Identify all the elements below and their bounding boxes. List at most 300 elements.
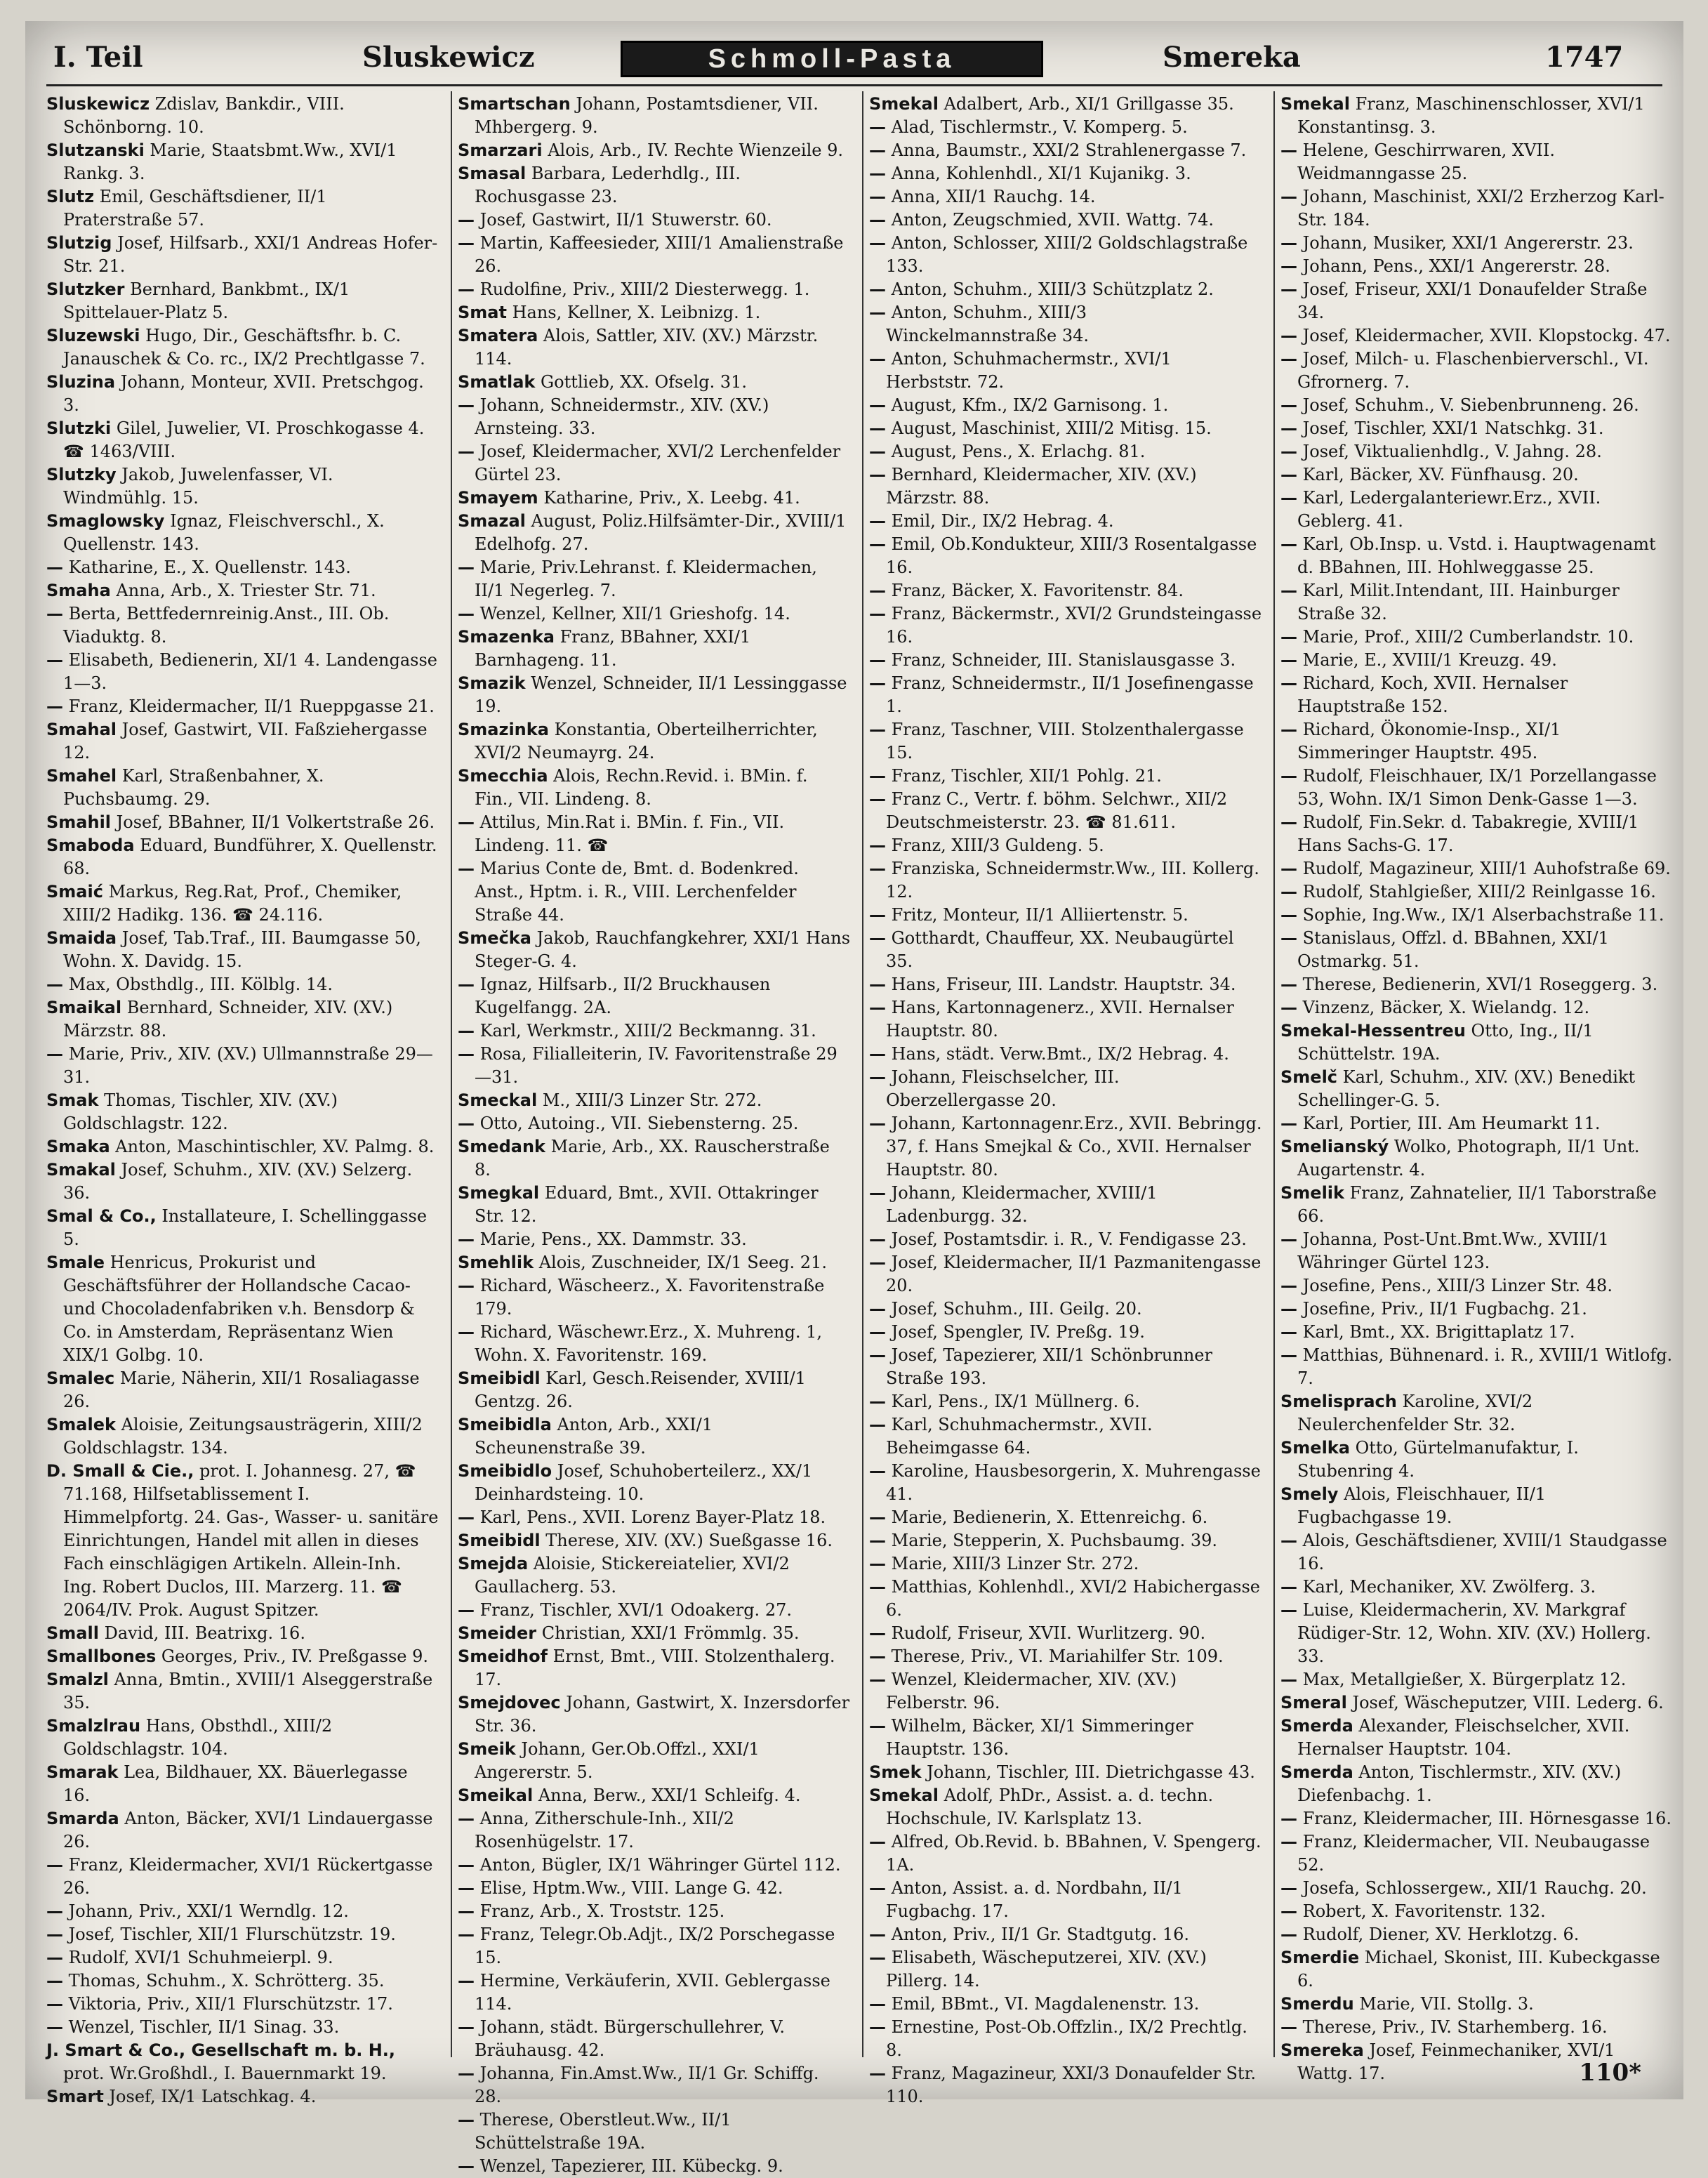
entry-details: Franz, Kleidermacher, III. Hörnesgasse 16. [1297,1809,1672,1828]
entry-details: Elise, Hptm.Ww., VIII. Lange G. 42. [475,1878,783,1898]
entry-surname: Smerdu [1280,1994,1354,2014]
directory-entry [869,463,1262,510]
entry-details: Rudolf, Magazineur, XIII/1 Auhofstraße 69. [1297,859,1671,878]
entry-details: Johann, Musiker, XXI/1 Angererstr. 23. [1297,233,1634,253]
entry-details: Josef, Postamtsdir. i. R., V. Fendigasse 23. [886,1229,1247,1249]
directory-entry [46,1043,439,1089]
column-2 [458,93,851,2176]
entry-details: Elisabeth, Wäscheputzerei, XIV. (XV.) Pillerg. 14. [886,1948,1207,1991]
entry-surname: — [869,395,886,415]
entry-details: Josef, Friseur, XXI/1 Donaufelder Straße 34. [1297,279,1648,322]
entry-surname: D. Small & Cie., [46,1461,194,1481]
entry-surname: — [1280,465,1297,484]
directory-entry [1280,1529,1674,1576]
entry-surname: — [1280,442,1297,461]
entry-details: Hans, Friseur, III. Landstr. Hauptstr. 34. [886,975,1236,994]
entry-details: Franz, Schneidermstr., II/1 Josefinengasse 1. [886,673,1254,716]
entry-surname: — [1280,720,1297,739]
directory-entry [458,857,851,927]
entry-surname: — [1280,534,1297,554]
entry-details: Anna, XII/1 Rauchg. 14. [886,187,1096,206]
entry-details: Josef, Tapezierer, XII/1 Schönbrunner Straße 193. [886,1345,1212,1388]
entry-surname: — [458,1507,475,1527]
directory-entry [869,1877,1262,1923]
directory-entry [869,718,1262,765]
entry-details: Anton, Schuhm., XIII/3 Winckelmannstraße 34. [886,303,1089,345]
entry-details: Josef, Tischler, XXI/1 Natschkg. 31. [1297,418,1604,438]
entry-surname: — [1280,998,1297,1017]
entry-details: Ernst, Bmt., VIII. Stolzenthalerg. 17. [475,1646,835,1689]
entry-surname: Smarak [46,1762,119,1782]
entry-details: Bernhard, Kleidermacher, XIV. (XV.) Märzstr. 88. [886,465,1197,508]
directory-entry [458,1321,851,1367]
directory-entry [869,139,1262,162]
directory-entry [1280,463,1674,487]
entry-surname: — [869,1114,886,1133]
entry-surname: — [1280,1878,1297,1898]
directory-entry [1280,1228,1674,1274]
entry-surname: Smecchia [458,766,548,786]
entry-surname: — [1280,326,1297,345]
directory-entry [46,1923,439,1946]
entry-details: Fritz, Monteur, II/1 Alliiertenstr. 5. [886,905,1189,925]
entry-surname: Smaida [46,928,117,948]
entry-details: Franz, Bäckermstr., XVI/2 Grundsteingasse 16. [886,604,1262,647]
entry-surname: Slutzky [46,465,117,484]
entry-surname: — [1280,766,1297,786]
entry-details: Richard, Wäschewr.Erz., X. Muhreng. 1, Wohn. X. Favoritenstr. 169. [475,1322,822,1365]
directory-entry [1280,348,1674,394]
entry-surname: — [869,1392,886,1411]
entry-surname: Smayem [458,488,538,508]
entry-details: Karoline, Hausbesorgerin, X. Muhrengasse 41. [886,1461,1261,1504]
entry-surname: Smartschan [458,94,571,114]
directory-entry [869,394,1262,417]
directory-entry [1280,811,1674,857]
entry-surname: — [458,2064,475,2083]
entry-surname: Smahil [46,812,112,832]
entry-details: Karl, Mechaniker, XV. Zwölferg. 3. [1297,1577,1596,1597]
directory-entry [1280,1668,1674,1691]
directory-page [25,21,1683,2176]
directory-entry [458,1228,851,1251]
entry-surname: — [1280,1531,1297,1550]
directory-entry [46,1645,439,1668]
entry-surname: — [1280,812,1297,832]
directory-entry [458,927,851,973]
entry-surname: — [869,279,886,299]
entry-details: Marie, Staatsbmt.Ww., XVI/1 Rankg. 3. [63,140,397,183]
directory-entry [869,116,1262,139]
directory-entry [46,1159,439,1205]
directory-entry [46,1622,439,1645]
page-header [25,37,1683,80]
entry-details: Vinzenz, Bäcker, X. Wielandg. 12. [1297,998,1590,1017]
entry-details: Gilel, Juwelier, VI. Proschkogasse 4. ☎ 1463/VIII. [63,418,425,461]
entry-surname: — [869,1299,886,1319]
directory-entry [1280,1715,1674,1761]
entry-surname: — [1280,1345,1297,1365]
entry-surname: — [1280,395,1297,415]
entry-surname: Slutz [46,187,95,206]
entry-details: Anna, Arb., X. Triester Str. 71. [110,581,376,600]
directory-entry [46,417,439,463]
entry-surname: — [458,1044,475,1064]
directory-entry [46,1251,439,1367]
entry-details: Rudolfine, Priv., XIII/2 Diesterwegg. 1. [475,279,810,299]
entry-surname: — [46,1994,63,2014]
directory-entry [46,93,439,139]
entry-surname: Smejdovec [458,1693,561,1712]
directory-entry [458,1622,851,1645]
directory-entry [869,1228,1262,1251]
entry-details: Franz, Schneider, III. Stanislausgasse 3. [886,650,1236,670]
entry-surname: Smekal [869,94,939,114]
directory-entry [1280,1274,1674,1298]
directory-entry [46,463,439,510]
entry-surname: — [869,1067,886,1087]
directory-entry [1280,1066,1674,1112]
entry-details: Wenzel, Tischler, II/1 Sinag. 33. [63,2017,340,2037]
directory-entry [1280,579,1674,626]
entry-surname: Smaglowsky [46,511,165,531]
directory-entry [869,440,1262,463]
directory-entry [46,1668,439,1715]
entry-details: Jakob, Rauchfangkehrer, XXI/1 Hans Steger-G. 4. [475,928,851,971]
entry-surname: — [1280,418,1297,438]
directory-entry [458,1552,851,1599]
directory-entry [458,301,851,324]
entry-details: Franziska, Schneidermstr.Ww., III. Kollerg. 12. [886,859,1259,902]
entry-details: Rudolf, Stahlgießer, XIII/2 Reinlgasse 16. [1297,882,1656,902]
directory-entry [458,324,851,371]
entry-surname: — [1280,1276,1297,1295]
entry-details: David, III. Beatrixg. 16. [98,1623,305,1643]
entry-surname: — [1280,279,1297,299]
entry-surname: — [1280,975,1297,994]
directory-entry [1280,973,1674,996]
directory-entry [1280,1761,1674,1807]
column-divider [862,91,863,2057]
entry-details: Wenzel, Tapezierer, III. Kübeckg. 9. [475,2156,783,2176]
entry-surname: Smerda [1280,1762,1353,1782]
entry-surname: — [1280,1925,1297,1944]
entry-surname: Smelka [1280,1438,1350,1458]
directory-entry [869,1298,1262,1321]
entry-surname: — [458,1276,475,1295]
entry-surname: — [1280,1577,1297,1597]
entry-details: Marie, Pens., XX. Dammstr. 33. [475,1229,747,1249]
entry-details: Rosa, Filialleiterin, IV. Favoritenstraße 29—31. [475,1044,838,1087]
entry-surname: — [458,279,475,299]
directory-entry [869,301,1262,348]
entry-surname: — [1280,1670,1297,1689]
entry-surname: Smarda [46,1809,119,1828]
entry-surname: — [1280,1832,1297,1852]
directory-entry [46,765,439,811]
entry-surname: Slutzki [46,418,112,438]
entry-details: Matthias, Kohlenhdl., XVI/2 Habichergasse 6. [886,1577,1260,1620]
entry-details: Aloisie, Zeitungsausträgerin, XIII/2 Goldschlagstr. 134. [63,1415,423,1458]
directory-entry [46,2016,439,2039]
entry-details: Wolko, Photograph, II/1 Unt. Augartenstr. 4. [1297,1137,1640,1180]
entry-surname: — [1280,928,1297,948]
entry-surname: — [46,1855,63,1875]
directory-entry [458,1969,851,2016]
entry-surname: — [869,766,886,786]
entry-surname: — [458,1925,475,1944]
entry-details: Robert, X. Favoritenstr. 132. [1297,1901,1546,1921]
entry-details: Henricus, Prokurist und Geschäftsführer der Hollandsche Cacao- und Chocoladenfabriken v.h. Bensdorp & Co. in Amsterdam, Repräsentanz Wien XIX/1 Golbg. 10. [63,1253,415,1365]
entry-details: Katharine, E., X. Quellenstr. 143. [63,557,351,577]
entry-details: Josef, IX/1 Latschkag. 4. [103,2087,317,2106]
entry-details: Marie, XIII/3 Linzer Str. 272. [886,1554,1139,1573]
directory-entry [458,2062,851,2108]
directory-entry [1280,1923,1674,1946]
directory-entry [869,1645,1262,1668]
entry-details: Richard, Ökonomie-Insp., XI/1 Simmeringer Hauptstr. 495. [1297,720,1561,763]
directory-entry [869,1552,1262,1576]
entry-details: Marie, E., XVIII/1 Kreuzg. 49. [1297,650,1557,670]
entry-details: Elisabeth, Bedienerin, XI/1 4. Landengasse 1—3. [63,650,437,693]
directory-entry [46,139,439,185]
entry-details: Jakob, Juwelenfasser, VI. Windmühlg. 15. [63,465,333,508]
entry-details: Thomas, Tischler, XIV. (XV.) Goldschlagstr. 122. [63,1090,338,1133]
directory-entry [458,1251,851,1274]
directory-entry [46,602,439,649]
entry-details: Johann, Gastwirt, X. Inzersdorfer Str. 36. [475,1693,850,1736]
entry-surname: Smeibidl [458,1531,541,1550]
entry-surname: — [869,1878,886,1898]
entry-surname: Smekal [1280,94,1350,114]
entry-surname: — [869,1415,886,1434]
entry-surname: Smeidhof [458,1646,548,1666]
entry-details: Anna, Bmtin., XVIII/1 Alseggerstraße 35. [63,1670,433,1712]
entry-details: Luise, Kleidermacherin, XV. Markgraf Rüdiger-Str. 12, Wohn. XIV. (XV.) Hollerg. 33. [1297,1600,1651,1666]
directory-entry [458,1182,851,1228]
entry-details: Emil, BBmt., VI. Magdalenenstr. 13. [886,1994,1200,2014]
directory-entry [1280,1830,1674,1877]
entry-details: Marie, Prof., XIII/2 Cumberlandstr. 10. [1297,627,1634,647]
entry-details: Hugo, Dir., Geschäftsfhr. b. C. Janauschek & Co. rc., IX/2 Prechtlgasse 7. [63,326,425,369]
entry-details: Anton, Schuhm., XIII/3 Schützplatz 2. [886,279,1214,299]
entry-surname: Smahal [46,720,117,739]
entry-surname: — [1280,1901,1297,1921]
entry-surname: Smale [46,1253,105,1272]
entry-surname: Smečka [458,928,531,948]
entry-details: Anna, Kohlenhdl., XI/1 Kujanikg. 3. [886,164,1191,183]
entry-surname: Smeral [1280,1693,1347,1712]
directory-entry [869,2062,1262,2108]
entry-details: Franz, Zahnatelier, II/1 Taborstraße 66. [1297,1183,1657,1226]
directory-entry [46,1761,439,1807]
entry-surname: — [458,1229,475,1249]
directory-entry [869,1576,1262,1622]
entry-details: Johann, Kartonnagenr.Erz., XVII. Bebringg. 37, f. Hans Smejkal & Co., XVII. Hernalser Hauptstr. 80. [886,1114,1262,1180]
entry-details: Franz, Telegr.Ob.Adjt., IX/2 Porschegasse 15. [475,1925,835,1967]
entry-surname: — [1280,349,1297,369]
entry-details: Johanna, Post-Unt.Bmt.Ww., XVIII/1 Währinger Gürtel 123. [1297,1229,1609,1272]
entry-surname: — [458,210,475,230]
directory-entry [458,1877,851,1900]
entry-surname: — [869,1531,886,1550]
directory-entry [869,510,1262,533]
entry-details: Karl, Ledergalanteriewr.Erz., XVII. Geblerg. 41. [1297,488,1601,531]
directory-entry [46,1460,439,1622]
directory-entry [458,278,851,301]
directory-entry [46,510,439,556]
entry-surname: Smekal [869,1786,939,1805]
entry-surname: Smerdie [1280,1948,1360,1967]
directory-entry [869,1715,1262,1761]
entry-details: Max, Metallgießer, X. Bürgerplatz 12. [1297,1670,1627,1689]
directory-entry [1280,1807,1674,1830]
entry-surname: — [46,1044,63,1064]
entry-surname: Smak [46,1090,99,1110]
entry-details: Rudolf, Fin.Sekr. d. Tabakregie, XVIII/1 Hans Sachs-G. 17. [1297,812,1639,855]
entry-details: Johann, Monteur, XVII. Pretschgog. 3. [63,372,424,415]
entry-surname: Smalec [46,1368,115,1388]
entry-details: Aloisie, Stickereiatelier, XVI/2 Gaullacherg. 53. [475,1554,790,1597]
entry-surname: — [869,975,886,994]
directory-entry [1280,2016,1674,2039]
entry-details: Barbara, Lederhdlg., III. Rochusgasse 23. [475,164,741,206]
entry-details: Karl, Gesch.Reisender, XVIII/1 Gentzg. 26. [475,1368,806,1411]
entry-surname: — [46,1948,63,1967]
entry-surname: — [1280,882,1297,902]
entry-surname: Smeibidla [458,1415,552,1434]
entry-surname: — [869,720,886,739]
entry-details: Alois, Sattler, XIV. (XV.) Märzstr. 114. [475,326,819,369]
directory-entry [869,1390,1262,1413]
entry-surname: — [869,1716,886,1736]
directory-entry [869,417,1262,440]
directory-entry [458,1900,851,1923]
entry-surname: Smalek [46,1415,116,1434]
entry-surname: Smart [46,2087,104,2106]
directory-entry [1280,1691,1674,1715]
entry-details: Josef, Kleidermacher, XVII. Klopstockg. 47. [1297,326,1671,345]
entry-details: Karl, Bmt., XX. Brigittaplatz 17. [1297,1322,1575,1342]
directory-entry [869,93,1262,116]
entry-details: Marie, Bedienerin, X. Ettenreichg. 6. [886,1507,1208,1527]
entry-details: Otto, Ing., II/1 Schüttelstr. 19A. [1297,1021,1594,1064]
entry-surname: — [46,1901,63,1921]
entry-details: Alois, Fleischhauer, II/1 Fugbachgasse 19. [1297,1484,1547,1527]
entry-details: Franz C., Vertr. f. böhm. Selchwr., XII/2 Deutschmeisterstr. 23. ☎ 81.611. [886,789,1228,832]
entry-surname: Smallbones [46,1646,157,1666]
directory-entry [46,232,439,278]
entry-details: Helene, Geschirrwaren, XVII. Weidmanngasse 25. [1297,140,1556,183]
entry-details: Karl, Portier, III. Am Heumarkt 11. [1297,1114,1601,1133]
entry-details: Johann, Maschinist, XXI/2 Erzherzog Karl-Str. 184. [1297,187,1664,230]
directory-entry [1280,1298,1674,1321]
directory-entry [46,2039,439,2085]
directory-entry [869,996,1262,1043]
directory-entry [458,626,851,672]
directory-entry [1280,440,1674,463]
directory-entry [869,533,1262,579]
entry-surname: — [458,557,475,577]
entry-surname: — [458,1114,475,1133]
entry-surname: — [458,604,475,623]
entry-details: Stanislaus, Offzl. d. BBahnen, XXI/1 Ostmarkg. 51. [1297,928,1609,971]
directory-entry [46,811,439,834]
entry-surname: — [869,673,886,693]
directory-entry [458,1367,851,1413]
directory-entry [46,278,439,324]
entry-surname: — [46,697,63,716]
entry-details: Wilhelm, Bäcker, XI/1 Simmeringer Hauptstr. 136. [886,1716,1193,1759]
entry-surname: J. Smart & Co., Gesellschaft m. b. H., [46,2040,396,2060]
directory-entry [458,1135,851,1182]
directory-entry [1280,857,1674,880]
directory-entry [46,579,439,602]
entry-details: Rudolf, Friseur, XVII. Wurlitzerg. 90. [886,1623,1206,1643]
entry-details: Josef, Feinmechaniker, XVI/1 Wattg. 17. [1297,2040,1615,2083]
entry-details: Anna, Baumstr., XXI/2 Strahlenergasse 7. [886,140,1247,160]
entry-details: Therese, Bedienerin, XVI/1 Roseggerg. 3. [1297,975,1658,994]
entry-surname: — [1280,1114,1297,1133]
entry-details: Emil, Dir., IX/2 Hebrag. 4. [886,511,1114,531]
entry-details: Anna, Zitherschule-Inh., XII/2 Rosenhügelstr. 17. [475,1809,734,1852]
entry-surname: Smazik [458,673,526,693]
entry-surname: Smaha [46,581,111,600]
entry-surname: — [869,511,886,531]
directory-entry [458,1854,851,1877]
column-divider [1273,91,1275,2057]
entry-surname: — [869,140,886,160]
entry-surname: — [458,1809,475,1828]
entry-details: Emil, Ob.Kondukteur, XIII/3 Rosentalgasse 16. [886,534,1257,577]
directory-entry [46,1900,439,1923]
entry-details: Anton, Maschintischler, XV. Palmg. 8. [110,1137,435,1156]
entry-surname: — [1280,187,1297,206]
directory-entry [46,996,439,1043]
entry-surname: Sluskewicz [46,94,150,114]
entry-details: Eduard, Bundführer, X. Quellenstr. 68. [63,836,437,878]
entry-details: Johann, Fleischselcher, III. Oberzellergasse 20. [886,1067,1120,1110]
entry-surname: — [869,2064,886,2083]
entry-details: Anton, Bügler, IX/1 Währinger Gürtel 112. [475,1855,841,1875]
entry-details: Eduard, Bmt., XVII. Ottakringer Str. 12. [475,1183,819,1226]
entry-details: August, Maschinist, XIII/2 Mitisg. 15. [886,418,1212,438]
entry-details: Wenzel, Kleidermacher, XIV. (XV.) Felberstr. 96. [886,1670,1177,1712]
entry-details: Josefine, Priv., II/1 Fugbachg. 21. [1297,1299,1587,1319]
directory-entry [869,1923,1262,1946]
directory-entry [458,209,851,232]
entry-details: Anton, Priv., II/1 Gr. Stadtgutg. 16. [886,1925,1189,1944]
directory-entry [458,1112,851,1135]
page-number: 1747 [1545,41,1624,74]
entry-surname: — [46,2017,63,2037]
directory-entry [46,880,439,927]
entry-surname: — [1280,2017,1297,2037]
directory-entry [1280,232,1674,255]
entry-surname: Smeikal [458,1786,534,1805]
entry-surname: Sluzewski [46,326,140,345]
entry-surname: Slutzig [46,233,112,253]
column-1 [46,93,439,2106]
guide-word-right: Smereka [1163,41,1301,74]
entry-details: Hans, Obsthdl., XIII/2 Goldschlagstr. 104. [63,1716,333,1759]
directory-entry [1280,255,1674,278]
entry-details: Gottlieb, XX. Ofselg. 31. [535,372,748,392]
entry-surname: — [1280,627,1297,647]
entry-surname: — [869,905,886,925]
directory-entry [46,1854,439,1900]
entry-surname: — [46,557,63,577]
